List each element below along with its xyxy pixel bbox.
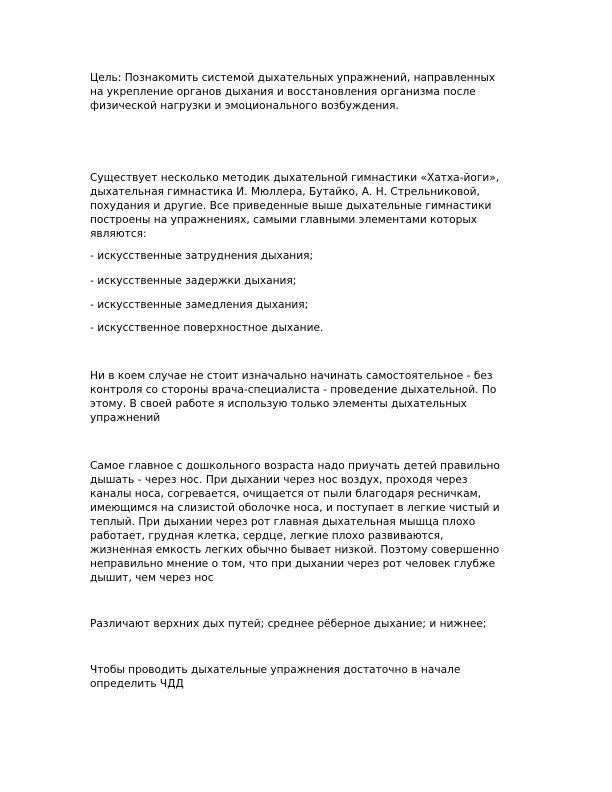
warning-paragraph: Ни в коем случае не стоит изначально начинать самостоятельное - без контроля со стороны врача-специалиста - проведение дыхательной. По этому. В своей работе я использую только элементы дыхательных упражнений — [90, 370, 497, 424]
breathing-types-paragraph: Различают верхних дых путей; среднее рёберное дыхание; и нижнее; — [90, 618, 487, 630]
list-item: - искусственные затруднения дыхания; — [90, 250, 314, 262]
list-item: - искусственные замедления дыхания; — [90, 299, 309, 311]
list-item: - искусственное поверхностное дыхание. — [90, 322, 324, 334]
nose-breathing-paragraph: Самое главное с дошкольного возраста надо приучать детей правильно дышать - через нос. При дыхании через нос воздух, проходя через каналы носа, согревается, очищается от пыли благодаря ресничкам, имеющимся на слизистой оболочке носа, и поступает в легкие чистый и теплый. При дыхании через рот главная дыхательная мышца плохо работает, грудная клетка, сердце, легкие плохо развиваются, жизненная емкость легких обычно бывает низкой. Поэтому совершенно неправильно мнение о том, что при дыхании через рот человек глубже дышит, чем через нос — [90, 460, 500, 584]
methods-intro-paragraph: Существует несколько методик дыхательной гимнастики «Хатха-йоги», дыхательная гимнастика И. Мюллера, Бутайко, А. Н. Стрельниковой, похудания и другие. Все приведенные выше дыхательные гимнастики построены на упражнениях, самыми главными элементами которых являются: — [90, 172, 500, 240]
goal-paragraph: Цель: Познакомить системой дыхательных упражнений, направленных на укрепление органов дыхания и восстановления организма после физической нагрузки и эмоционального возбуждения. — [90, 72, 496, 112]
list-item: - искусственные задержки дыхания; — [90, 275, 297, 287]
chdd-paragraph: Чтобы проводить дыхательные упражнения достаточно в начале определить ЧДД — [90, 664, 461, 690]
